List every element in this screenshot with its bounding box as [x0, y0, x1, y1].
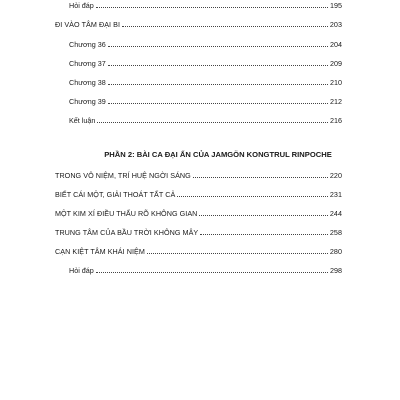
toc-entry-trung-tam-bau-troi[interactable] — [55, 228, 342, 237]
toc-entry-chuong-36[interactable] — [69, 40, 342, 49]
toc-entry-label: Hỏi đáp — [69, 1, 94, 10]
toc-entry-page: 231 — [329, 190, 342, 199]
toc-entry-hoi-dap-2[interactable] — [69, 266, 342, 275]
dot-leader — [108, 103, 328, 104]
dot-leader — [108, 84, 328, 85]
toc-entry-label: Kết luận — [69, 116, 96, 125]
toc-entry-page: 280 — [329, 247, 342, 256]
toc-entry-mot-kim-xi-dieu[interactable] — [55, 209, 342, 218]
toc-entry-page: 212 — [330, 97, 342, 106]
dot-leader — [122, 26, 328, 27]
toc-entry-label: ĐI VÀO TÂM ĐẠI BI — [55, 20, 121, 29]
dot-leader — [199, 215, 327, 216]
toc-entry-page: 216 — [330, 116, 342, 125]
toc-entry-page: 210 — [330, 78, 342, 87]
toc-entry-page: 195 — [330, 1, 342, 10]
toc-entry-label: TRUNG TÂM CỦA BẦU TRỜI KHÔNG MÂY — [55, 228, 199, 237]
toc-entry-page: 204 — [330, 40, 342, 49]
toc-entry-label: BIẾT CÁI MỘT, GIẢI THOÁT TẤT CẢ — [55, 190, 176, 199]
toc-entry-ket-luan[interactable] — [69, 116, 342, 125]
toc-entry-label: CẠN KIỆT TÂM KHÁI NIỆM — [55, 247, 145, 256]
dot-leader — [96, 7, 328, 8]
part-2-heading: PHẦN 2: BÀI CA ĐẠI ẤN CỦA JAMGÖN KONGTRUL RINPOCHE — [104, 150, 332, 159]
toc-entry-hoi-dap-1[interactable] — [69, 1, 342, 10]
toc-entry-label: TRONG VÔ NIỆM, TRÍ HUỆ NGỜI SÁNG — [55, 171, 191, 180]
toc-entry-label: MỘT KIM XÍ ĐIỀU THẤU RÕ KHÔNG GIAN — [55, 209, 198, 218]
toc-entry-trong-vo-niem[interactable] — [55, 171, 342, 180]
toc-entry-can-kiet-tam[interactable] — [55, 247, 342, 256]
dot-leader — [200, 234, 328, 235]
toc-entry-label: Chương 37 — [69, 59, 106, 68]
toc-entry-label: Chương 36 — [69, 40, 106, 49]
toc-entry-page: 244 — [329, 209, 342, 218]
toc-entry-page: 209 — [330, 59, 342, 68]
dot-leader — [96, 272, 328, 273]
toc-entry-chuong-38[interactable] — [69, 78, 342, 87]
toc-entry-page: 258 — [329, 228, 342, 237]
toc-entry-chuong-37[interactable] — [69, 59, 342, 68]
toc-entry-page: 203 — [329, 20, 342, 29]
toc-entry-label: Chương 38 — [69, 78, 106, 87]
toc-entry-chuong-39[interactable] — [69, 97, 342, 106]
dot-leader — [147, 253, 328, 254]
dot-leader — [177, 196, 328, 197]
toc-entry-di-vao-tam-dai-bi[interactable] — [55, 20, 342, 29]
toc-entry-page: 298 — [330, 266, 342, 275]
dot-leader — [108, 65, 328, 66]
toc-entry-page: 220 — [329, 171, 342, 180]
dot-leader — [108, 46, 328, 47]
toc-entry-biet-cai-mot[interactable] — [55, 190, 342, 199]
toc-entry-label: Hỏi đáp — [69, 266, 94, 275]
dot-leader — [97, 122, 328, 123]
toc-entry-label: Chương 39 — [69, 97, 106, 106]
dot-leader — [193, 177, 328, 178]
